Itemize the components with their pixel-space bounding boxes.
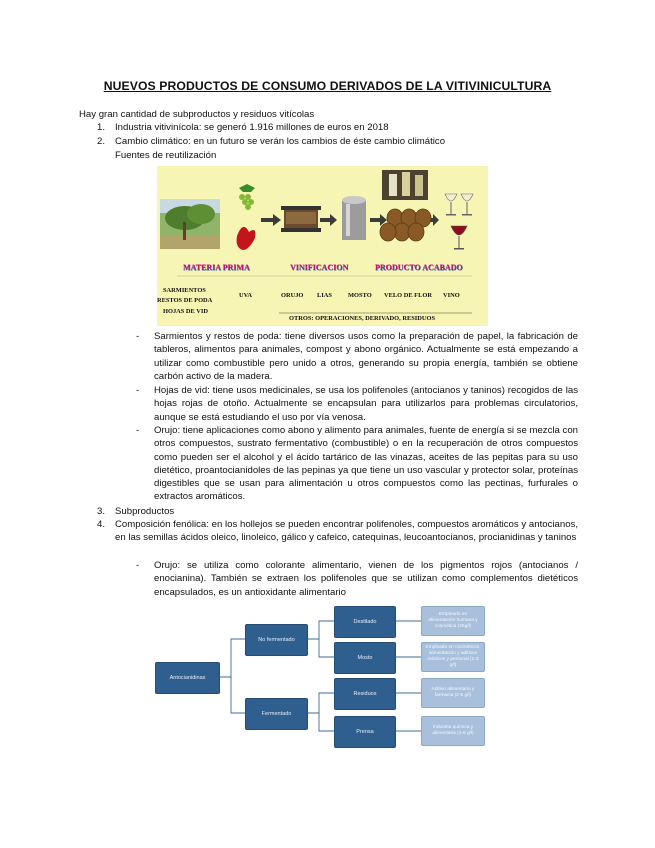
- page-title: NUEVOS PRODUCTOS DE CONSUMO DERIVADOS DE LA VITIVINICULTURA: [103, 79, 552, 93]
- figure-label: MOSTO: [348, 292, 372, 299]
- diagram-leaf-node: Mosto: [334, 642, 396, 674]
- dash-bullet: -: [136, 560, 140, 571]
- list-subheading: Fuentes de reutilización: [115, 150, 217, 161]
- figure-label: RESTOS DE PODA: [157, 297, 213, 304]
- stage-label: VINIFICACION: [290, 263, 349, 272]
- arrow-icon: [261, 214, 281, 226]
- green-grapes-icon: [239, 184, 255, 210]
- barrels-icon: [380, 209, 431, 241]
- list-number: 3.: [97, 506, 106, 517]
- bullet-paragraph: Hojas de vid: tiene usos medicinales, se usa los polifenoles (antocianos y taninos) recogidos de las hojas rojas de otoño. Actualmente se encapsulan para utilizarlos para problemas circulatorios, aunque se está estudiando el uso por vía venosa.: [154, 385, 578, 423]
- list-item: Industria vitivinícola: se generó 1.916 millones de euros en 2018: [115, 122, 389, 133]
- diagram-note: Empleado en alimentación humana y cosmética (25g/l): [421, 606, 485, 636]
- list-item: Composición fenólica: en los hollejos se pueden encontrar polifenoles, compuestos aromáticos y antocianos, en las semillas ácidos oleico, linoleico, gálico y cafeico, catequinas, leucoantocianos, procianidinas y taninos: [115, 519, 578, 544]
- list-item: Subproductos: [115, 506, 175, 517]
- diagram-leaf-node: Prensa: [334, 716, 396, 748]
- diagram-note: Industria química y alimentaria (1-6 g/l): [421, 716, 485, 746]
- list-number: 1.: [97, 122, 106, 133]
- bullet-paragraph: Orujo: tiene aplicaciones como abono y alimento para animales, fuente de energía si se mezcla con otros compuestos, sustrato fermentativo (combustible) o en la recuperación de otros compuestos como pueden ser el alcohol y el ácido tartárico de las vinazas, aceites de las pepitas para su uso dietético, proantocianidoles de las pepinas ya que tiene un uso vascular y protector solar, proteínas digestibles que se usan para alimentación u otros compuestos como las pectinas, furfurales o extractos aromáticos.: [154, 425, 578, 503]
- diagram-root-node: Antocianidinas: [155, 662, 220, 694]
- stage-label: MATERIA PRIMA: [183, 263, 250, 272]
- tank-icon: [342, 196, 366, 240]
- figure-label: UVA: [239, 292, 253, 299]
- diagram-leaf-node: Residuos: [334, 678, 396, 710]
- bullet-paragraph: Sarmientos y restos de poda: tiene diversos usos como la preparación de papel, la fabricación de tableros, alimentos para animales, compost y abono orgánico. Actualmente se está empezando a utilizar como combustible pero unido a otros, generando su propia energía, también se obtiene carbón activo de la madera.: [154, 331, 578, 382]
- dash-bullet: -: [136, 385, 140, 396]
- figure-label: VINO: [443, 292, 460, 299]
- figure-label: VELO DE FLOR: [384, 292, 432, 299]
- figure-label: ORUJO: [281, 292, 304, 299]
- figure-label: LIAS: [317, 292, 332, 299]
- figure-label: OTROS: OPERACIONES, DERIVADO, RESIDUOS: [289, 315, 436, 322]
- diagram-branch-node: Fermentado: [245, 698, 308, 730]
- diagram-leaf-node: Destilado: [334, 606, 396, 638]
- bullet-paragraph: Orujo: se utiliza como colorante alimentario, vienen de los pigmentos rojos (antocianos / enocianina). También se extraen los polifenoles que se utilizan como complementos dietéticos encapsulados, es un antioxidante alimentario: [154, 560, 578, 598]
- dash-bullet: -: [136, 425, 140, 436]
- dash-bullet: -: [136, 331, 140, 342]
- red-leaf-icon: [237, 227, 256, 250]
- list-number: 2.: [97, 136, 106, 147]
- figure-label: HOJAS DE VID: [163, 308, 208, 315]
- arrow-icon: [320, 214, 337, 226]
- list-number: 4.: [97, 519, 106, 530]
- stage-label: PRODUCTO ACABADO: [375, 263, 463, 272]
- intro-text: Hay gran cantidad de subproductos y residuos vitícolas: [79, 109, 315, 120]
- vinification-figure: [157, 166, 488, 326]
- diagram-note: Aditivo alimentario y farmacia (2-5 g/l): [421, 678, 485, 708]
- wine-press-icon: [281, 206, 321, 232]
- diagram-note: Empleado en cosméticos, alimentación y aditivos médicos y personal (1-3 g/l): [421, 642, 485, 672]
- figure-label: SARMIENTOS: [163, 287, 206, 294]
- diagram-branch-node: No fermentado: [245, 624, 308, 656]
- list-item: Cambio climático: en un futuro se verán los cambios de éste cambio climático: [115, 136, 446, 147]
- wine-glass-icon: [445, 194, 473, 250]
